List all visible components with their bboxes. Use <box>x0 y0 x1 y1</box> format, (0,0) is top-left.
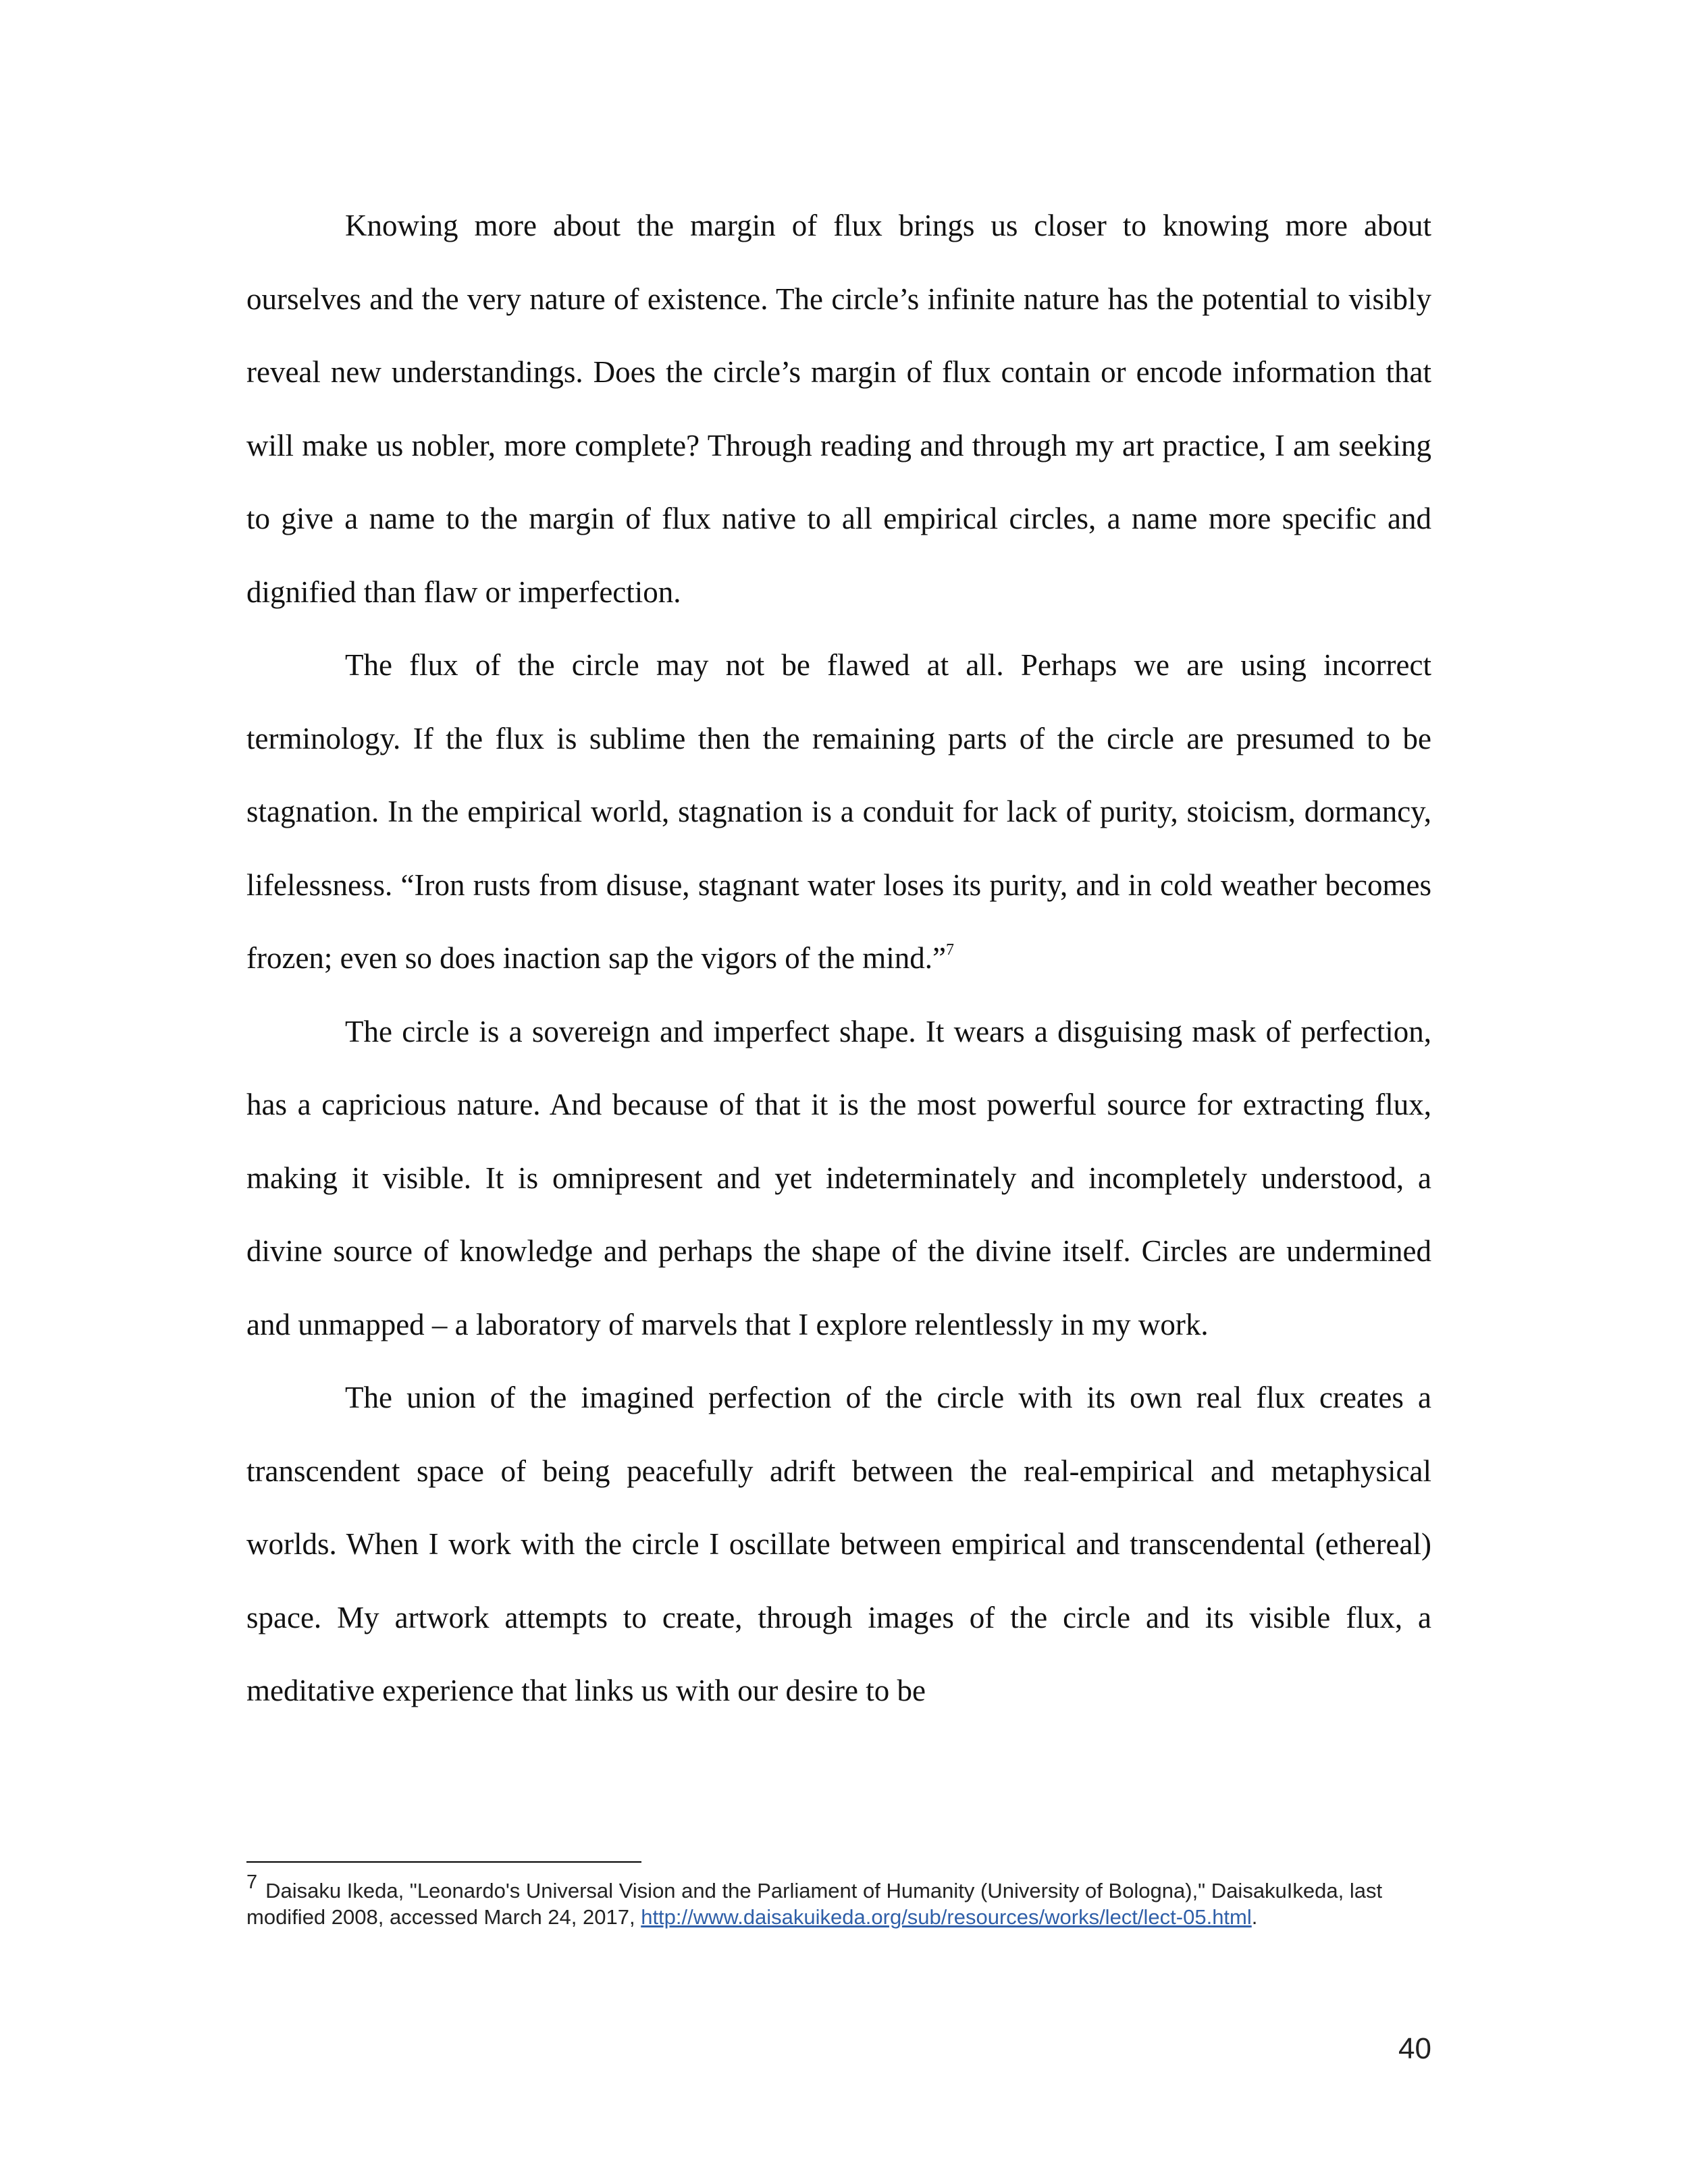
footnote-number: 7 <box>246 1871 258 1893</box>
paragraph-3: The circle is a sovereign and imperfect shape. It wears a disguising mask of perfection, has a capricious nature. And because of that it is the most powerful source for extracting flux, making it visible. It is omnipresent and yet indeterminately and incompletely understood, a divine source of knowledge and perhaps the shape of the divine itself. Circles are undermined and unmapped – a laboratory of marvels that I explore relentlessly in my work. <box>246 1014 1431 1341</box>
footnote-trailing: . <box>1251 1905 1258 1929</box>
footnote <box>246 1871 1431 1929</box>
footnote-reference[interactable]: 7 <box>945 941 954 959</box>
footnote-separator <box>246 1861 641 1863</box>
paragraph-2-text: The flux of the circle may not be flawed at all. Perhaps we are using incorrect terminology. If the flux is sublime then the remaining parts of the circle are presumed to be stagnation. In the empirical world, stagnation is a conduit for lack of purity, stoicism, dormancy, lifelessness. “Iron rusts from disuse, stagnant water loses its purity, and in cold weather becomes frozen; even so does inaction sap the vigors of the mind.” <box>246 648 1431 975</box>
paragraph-2 <box>246 629 1431 995</box>
footnote-text: Daisaku Ikeda, "Leonardo's Universal Vision and the Parliament of Humanity (University of Bologna)," DaisakuIkeda, last modified 2008, accessed March 24, 2017, <box>246 1879 1383 1929</box>
body-text <box>246 189 1431 1728</box>
paragraph-4: The union of the imagined perfection of the circle with its own real flux creates a transcendent space of being peacefully adrift between the real-empirical and metaphysical worlds. When I work with the circle I oscillate between empirical and transcendental (ethereal) space. My artwork attempts to create, through images of the circle and its visible flux, a meditative experience that links us with our desire to be <box>246 1381 1431 1707</box>
footnote-link[interactable]: http://www.daisakuikeda.org/sub/resources/works/lect/lect-05.html <box>641 1905 1252 1929</box>
paragraph-1: Knowing more about the margin of flux brings us closer to knowing more about ourselves and the very nature of existence. The circle’s infinite nature has the potential to visibly reveal new understandings. Does the circle’s margin of flux contain or encode information that will make us nobler, more complete? Through reading and through my art practice, I am seeking to give a name to the margin of flux native to all empirical circles, a name more specific and dignified than flaw or imperfection. <box>246 209 1431 609</box>
page-number: 40 <box>1398 2032 1431 2065</box>
